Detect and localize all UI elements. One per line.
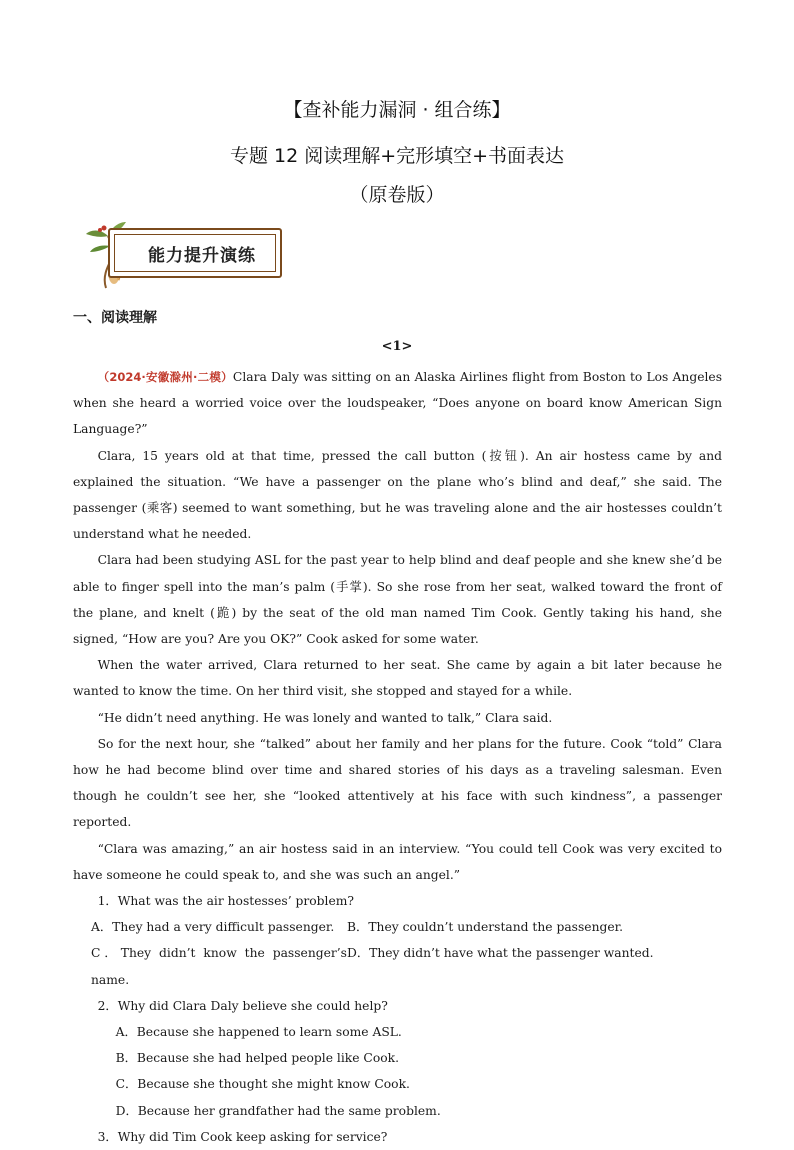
collection-title: 【查补能力漏洞 · 组合练】 — [283, 99, 511, 121]
topic-title: 专题 12 阅读理解+完形填空+书面表达 — [229, 145, 565, 167]
option-c[interactable]: C．They didn’t know the passenger’s name. — [91, 946, 347, 987]
question-2 — [73, 993, 722, 1124]
option-d[interactable]: D．Because her grandfather had the same problem. — [115, 1103, 441, 1118]
banner-frame — [108, 228, 282, 278]
paragraph: （2024·安徽滁州·二模）Clara Daly was sitting on an Alaska Airlines flight from Boston to Los Angeles when she heard a worried voice over the loudspeaker, “Does anyone on board know American Sign Language?” — [73, 370, 723, 437]
paragraph: When the water arrived, Clara returned to her seat. She came by again a bit later because he wanted to know the time. On her third visit, she stopped and stayed for a while. — [73, 658, 722, 699]
option-a[interactable]: A．They had a very difficult passenger. — [91, 920, 335, 935]
banner-label: 能力提升演练 — [148, 245, 256, 266]
section-banner — [78, 218, 284, 290]
section-heading: 一、阅读理解 — [73, 310, 157, 326]
question-stem: 1．What was the air hostesses’ problem? — [97, 894, 354, 909]
paragraph: Clara had been studying ASL for the past year to help blind and deaf people and she knew she’d be able to finger spell into the man’s palm (手掌). So she rose from her seat, walked toward the front of the plane, and knelt (跪) by the seat of the old man named Tim Cook. Gently taking his hand, she signed, “How are you? Are you OK?” Cook asked for some water. — [73, 553, 722, 647]
option-a[interactable]: A．Because she happened to learn some ASL. — [115, 1025, 402, 1040]
option-c[interactable]: C．Because she thought she might know Cook. — [115, 1077, 410, 1092]
paragraph: So for the next hour, she “talked” about her family and her plans for the future. Cook “told” Clara how he had become blind over time and shared stories of his days as a traveling salesman. Even though he couldn’t see her, she “looked attentively at his face with such kindness”, a passenger reported. — [73, 736, 722, 830]
passage-number: <1> — [381, 339, 413, 354]
paragraph: Clara, 15 years old at that time, pressed the call button (按钮). An air hostess came by and explained the situation. “We have a passenger on the plane who’s blind and deaf,” she said. The passenger (乘客) seemed to want something, but he was traveling alone and the air hostesses couldn’t understand what he needed. — [73, 448, 722, 542]
question-stem: 3．Why did Tim Cook keep asking for service? — [97, 1129, 388, 1144]
question-stem: 2．Why did Clara Daly believe she could help? — [97, 998, 388, 1013]
question-3 — [73, 1124, 722, 1150]
edition-label: （原卷版） — [349, 184, 445, 206]
paragraph: “He didn’t need anything. He was lonely and wanted to talk,” Clara said. — [97, 710, 553, 725]
option-b[interactable]: B．Because she had helped people like Cook. — [115, 1051, 400, 1066]
option-b[interactable]: B．They couldn’t understand the passenger. — [347, 920, 624, 935]
passage-body — [73, 364, 722, 1150]
question-1 — [73, 888, 722, 993]
source-tag: （2024·安徽滁州·二模） — [97, 370, 233, 384]
option-d[interactable]: D．They didn’t have what the passenger wanted. — [347, 946, 654, 961]
paragraph: “Clara was amazing,” an air hostess said in an interview. “You could tell Cook was very excited to have someone he could speak to, and she was such an angel.” — [73, 841, 722, 882]
